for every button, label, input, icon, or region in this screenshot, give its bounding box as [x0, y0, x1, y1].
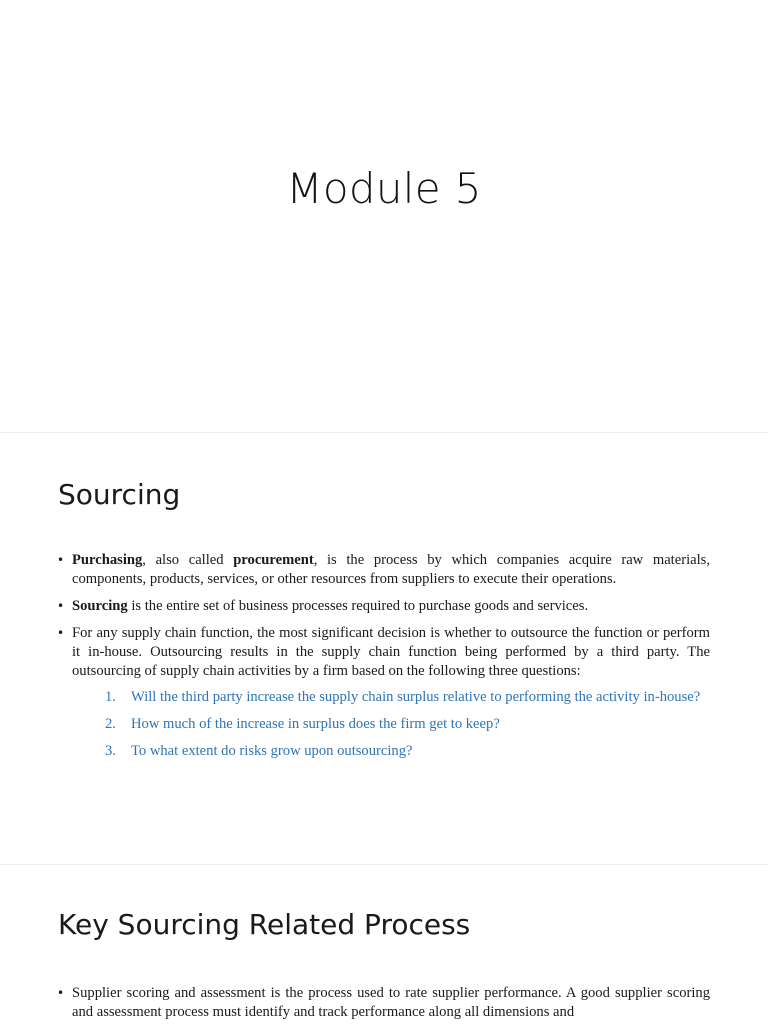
slide-heading: Sourcing [58, 478, 181, 511]
question-number: 2. [105, 716, 116, 732]
bullet-item-purchasing [57, 551, 710, 589]
question-item [72, 688, 710, 707]
bullet-icon: • [57, 599, 65, 613]
question-text: How much of the increase in surplus does the firm get to keep? [131, 716, 500, 732]
bullet-icon: • [57, 553, 65, 567]
question-text: To what extent do risks grow upon outsourcing? [131, 743, 413, 759]
bullet-icon: • [57, 986, 65, 1000]
sourcing-slide [0, 432, 768, 864]
bullet-text: , also called [142, 552, 234, 568]
title-slide [0, 0, 768, 432]
question-item [72, 715, 710, 734]
bullet-text: Supplier scoring and assessment is the process used to rate supplier performance. A good supplier scoring and assessment process must identify and track performance along all dimensions and [72, 985, 710, 1020]
question-number: 1. [105, 689, 116, 705]
question-list [72, 688, 710, 761]
bullet-list [57, 551, 710, 769]
question-item [72, 742, 710, 761]
bullet-text: is the entire set of business processes required to purchase goods and services. [127, 598, 589, 614]
bullet-item-sourcing [57, 597, 710, 616]
bullet-text: , is the process by which companies acquire raw materials, components, products, services, or other resources from suppliers to execute their operations. [72, 552, 710, 587]
slide-heading: Key Sourcing Related Process [58, 908, 471, 941]
term-purchasing: Purchasing [72, 552, 143, 568]
question-number: 3. [105, 743, 116, 759]
key-sourcing-slide [0, 864, 768, 1024]
bullet-icon: • [57, 626, 65, 640]
bullet-text: For any supply chain function, the most significant decision is whether to outsource the function or perform it in-house. Outsourcing results in the supply chain function being performed by a third party. The outsourcing of supply chain activities by a firm based on the following three questions: [72, 625, 710, 679]
bullet-item-supplier-scoring [57, 984, 710, 1022]
term-sourcing: Sourcing [72, 598, 128, 614]
bullet-list [57, 984, 710, 1024]
module-title: Module 5 [286, 164, 482, 213]
term-procurement: procurement [233, 552, 314, 568]
question-text: Will the third party increase the supply chain surplus relative to performing the activity in-house? [131, 689, 701, 705]
bullet-item-outsourcing [57, 624, 710, 761]
